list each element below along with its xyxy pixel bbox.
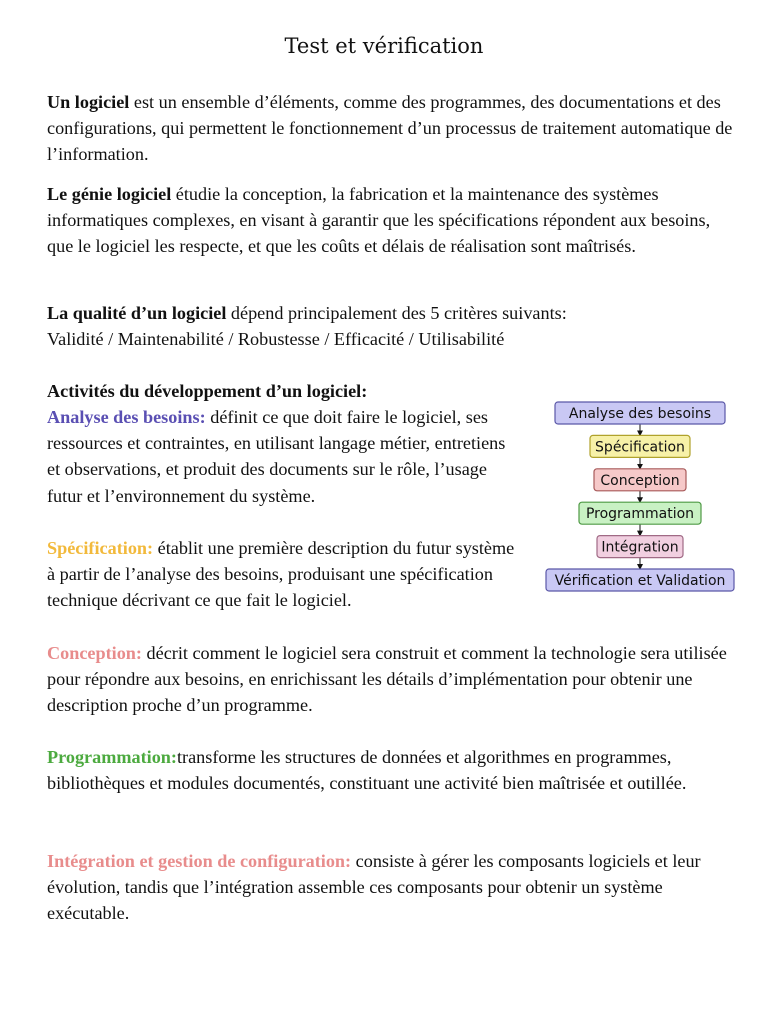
paragraph-qualite	[47, 300, 737, 352]
diagram-node-label: Spécification	[595, 439, 685, 456]
diagram-node	[594, 469, 686, 491]
text-specification: établit une première description du futur système à partir de l’analyse des besoins, produisant une spécification technique décrivant ce que fait le logiciel.	[47, 538, 515, 611]
activities-heading: Activités du développement d’un logiciel:	[47, 381, 368, 401]
text-integration: consiste à gérer les composants logiciels et leur évolution, tandis que l’intégration assemble ces composants pour obtenir un système exécutable.	[47, 851, 701, 924]
diagram-node	[555, 402, 725, 424]
diagram-node-label: Intégration	[601, 539, 679, 556]
term-logiciel: Un logiciel	[47, 92, 130, 112]
text-qualite: dépend principalement des 5 critères suivants:	[226, 303, 567, 323]
term-programmation: Programmation:	[47, 747, 177, 767]
text-analyse: définit ce que doit faire le logiciel, ses ressources et contraintes, en utilisant langage métier, entretiens et observations, et produit des documents sur le rôle, l’usage futur et l’environnement du système.	[47, 407, 506, 506]
page-title: Test et vérification	[284, 34, 484, 58]
diagram-node	[579, 502, 701, 524]
diagram-node	[597, 536, 683, 558]
diagram-node-label: Analyse des besoins	[568, 406, 712, 422]
quality-criteria: Validité / Maintenabilité / Robustesse / Efficacité / Utilisabilité	[47, 329, 505, 350]
term-qualite: La qualité d’un logiciel	[47, 303, 227, 323]
term-analyse: Analyse des besoins:	[47, 407, 206, 427]
text-programmation: transforme les structures de données et algorithmes en programmes, bibliothèques et modules documentés, constituant une activité bien maîtrisée et outillée.	[47, 747, 687, 794]
term-genie-logiciel: Le génie logiciel	[47, 184, 172, 204]
activity-analyse	[47, 404, 517, 509]
diagram-node	[590, 435, 690, 457]
paragraph-logiciel	[47, 89, 737, 168]
activity-specification	[47, 535, 517, 614]
text-logiciel: est un ensemble d’éléments, comme des programmes, des documentations et des configurations, qui permettent le fonctionnement d’un processus de traitement automatique de l’information.	[47, 92, 733, 165]
term-integration: Intégration et gestion de configuration:	[47, 851, 352, 871]
text-genie-logiciel: étudie la conception, la fabrication et la maintenance des systèmes informatiques complexes, en visant à garantir que les spécifications répondent aux besoins, que le logiciel les respecte, et que les coûts et délais de réalisation sont maîtrisés.	[47, 184, 711, 257]
activity-programmation	[47, 744, 737, 796]
term-conception: Conception:	[47, 643, 142, 663]
text-conception: décrit comment le logiciel sera construit et comment la technologie sera utilisée pour répondre aux besoins, en enrichissant les détails d’implémentation pour obtenir une description proche d’un programme.	[47, 643, 727, 716]
process-flow-diagram	[540, 398, 740, 598]
paragraph-genie-logiciel	[47, 181, 737, 260]
term-specification: Spécification:	[47, 538, 154, 558]
diagram-node-label: Conception	[600, 472, 680, 489]
diagram-node-label: Programmation	[585, 506, 695, 523]
activity-conception	[47, 640, 737, 719]
diagram-node-label: Vérification et Validation	[554, 573, 726, 589]
diagram-node	[546, 569, 734, 591]
activity-integration	[47, 848, 737, 927]
